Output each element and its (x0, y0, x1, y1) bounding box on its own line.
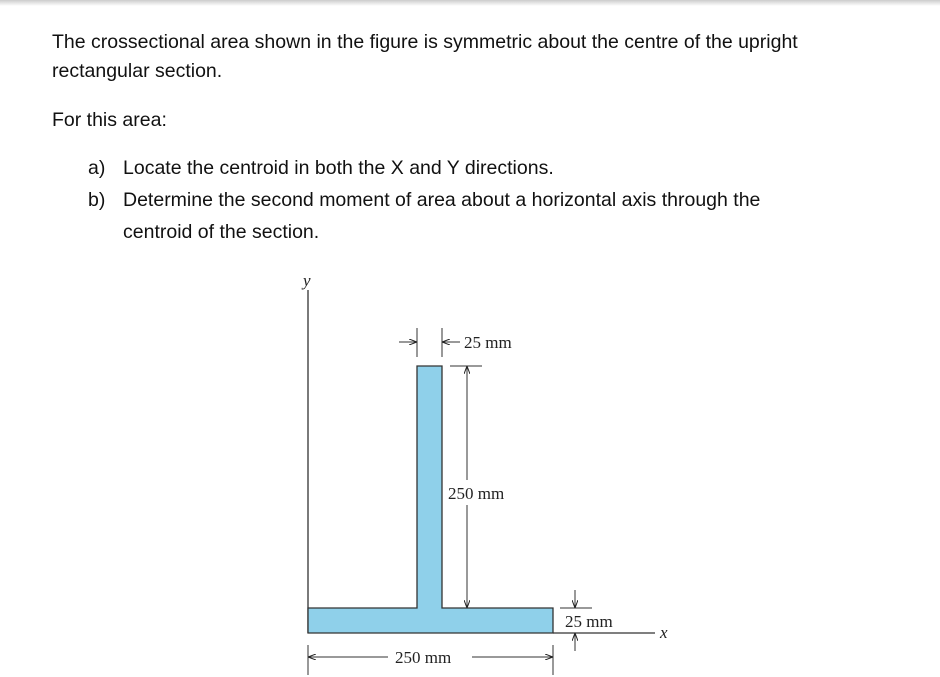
flange-width-label: 250 mm (395, 648, 452, 667)
flange-thickness-label: 25 mm (565, 612, 613, 631)
x-axis-label: x (660, 623, 668, 642)
item-b-label: b) (88, 189, 106, 211)
web-height-label: 250 mm (448, 484, 505, 503)
y-axis-label: y (303, 271, 311, 290)
item-b-text-cont: centroid of the section. (123, 221, 320, 243)
for-area-label: For this area: (52, 109, 167, 131)
web-width-label: 25 mm (464, 333, 512, 352)
intro-line-2: rectangular section. (52, 60, 223, 82)
web-width-dimension (399, 328, 460, 357)
item-a-text: Locate the centroid in both the X and Y directions. (123, 157, 554, 179)
item-a-label: a) (88, 157, 106, 179)
item-b-text: Determine the second moment of area about a horizontal axis through the (123, 189, 761, 211)
intro-line-1: The crossectional area shown in the figure is symmetric about the centre of the upright (52, 31, 798, 53)
